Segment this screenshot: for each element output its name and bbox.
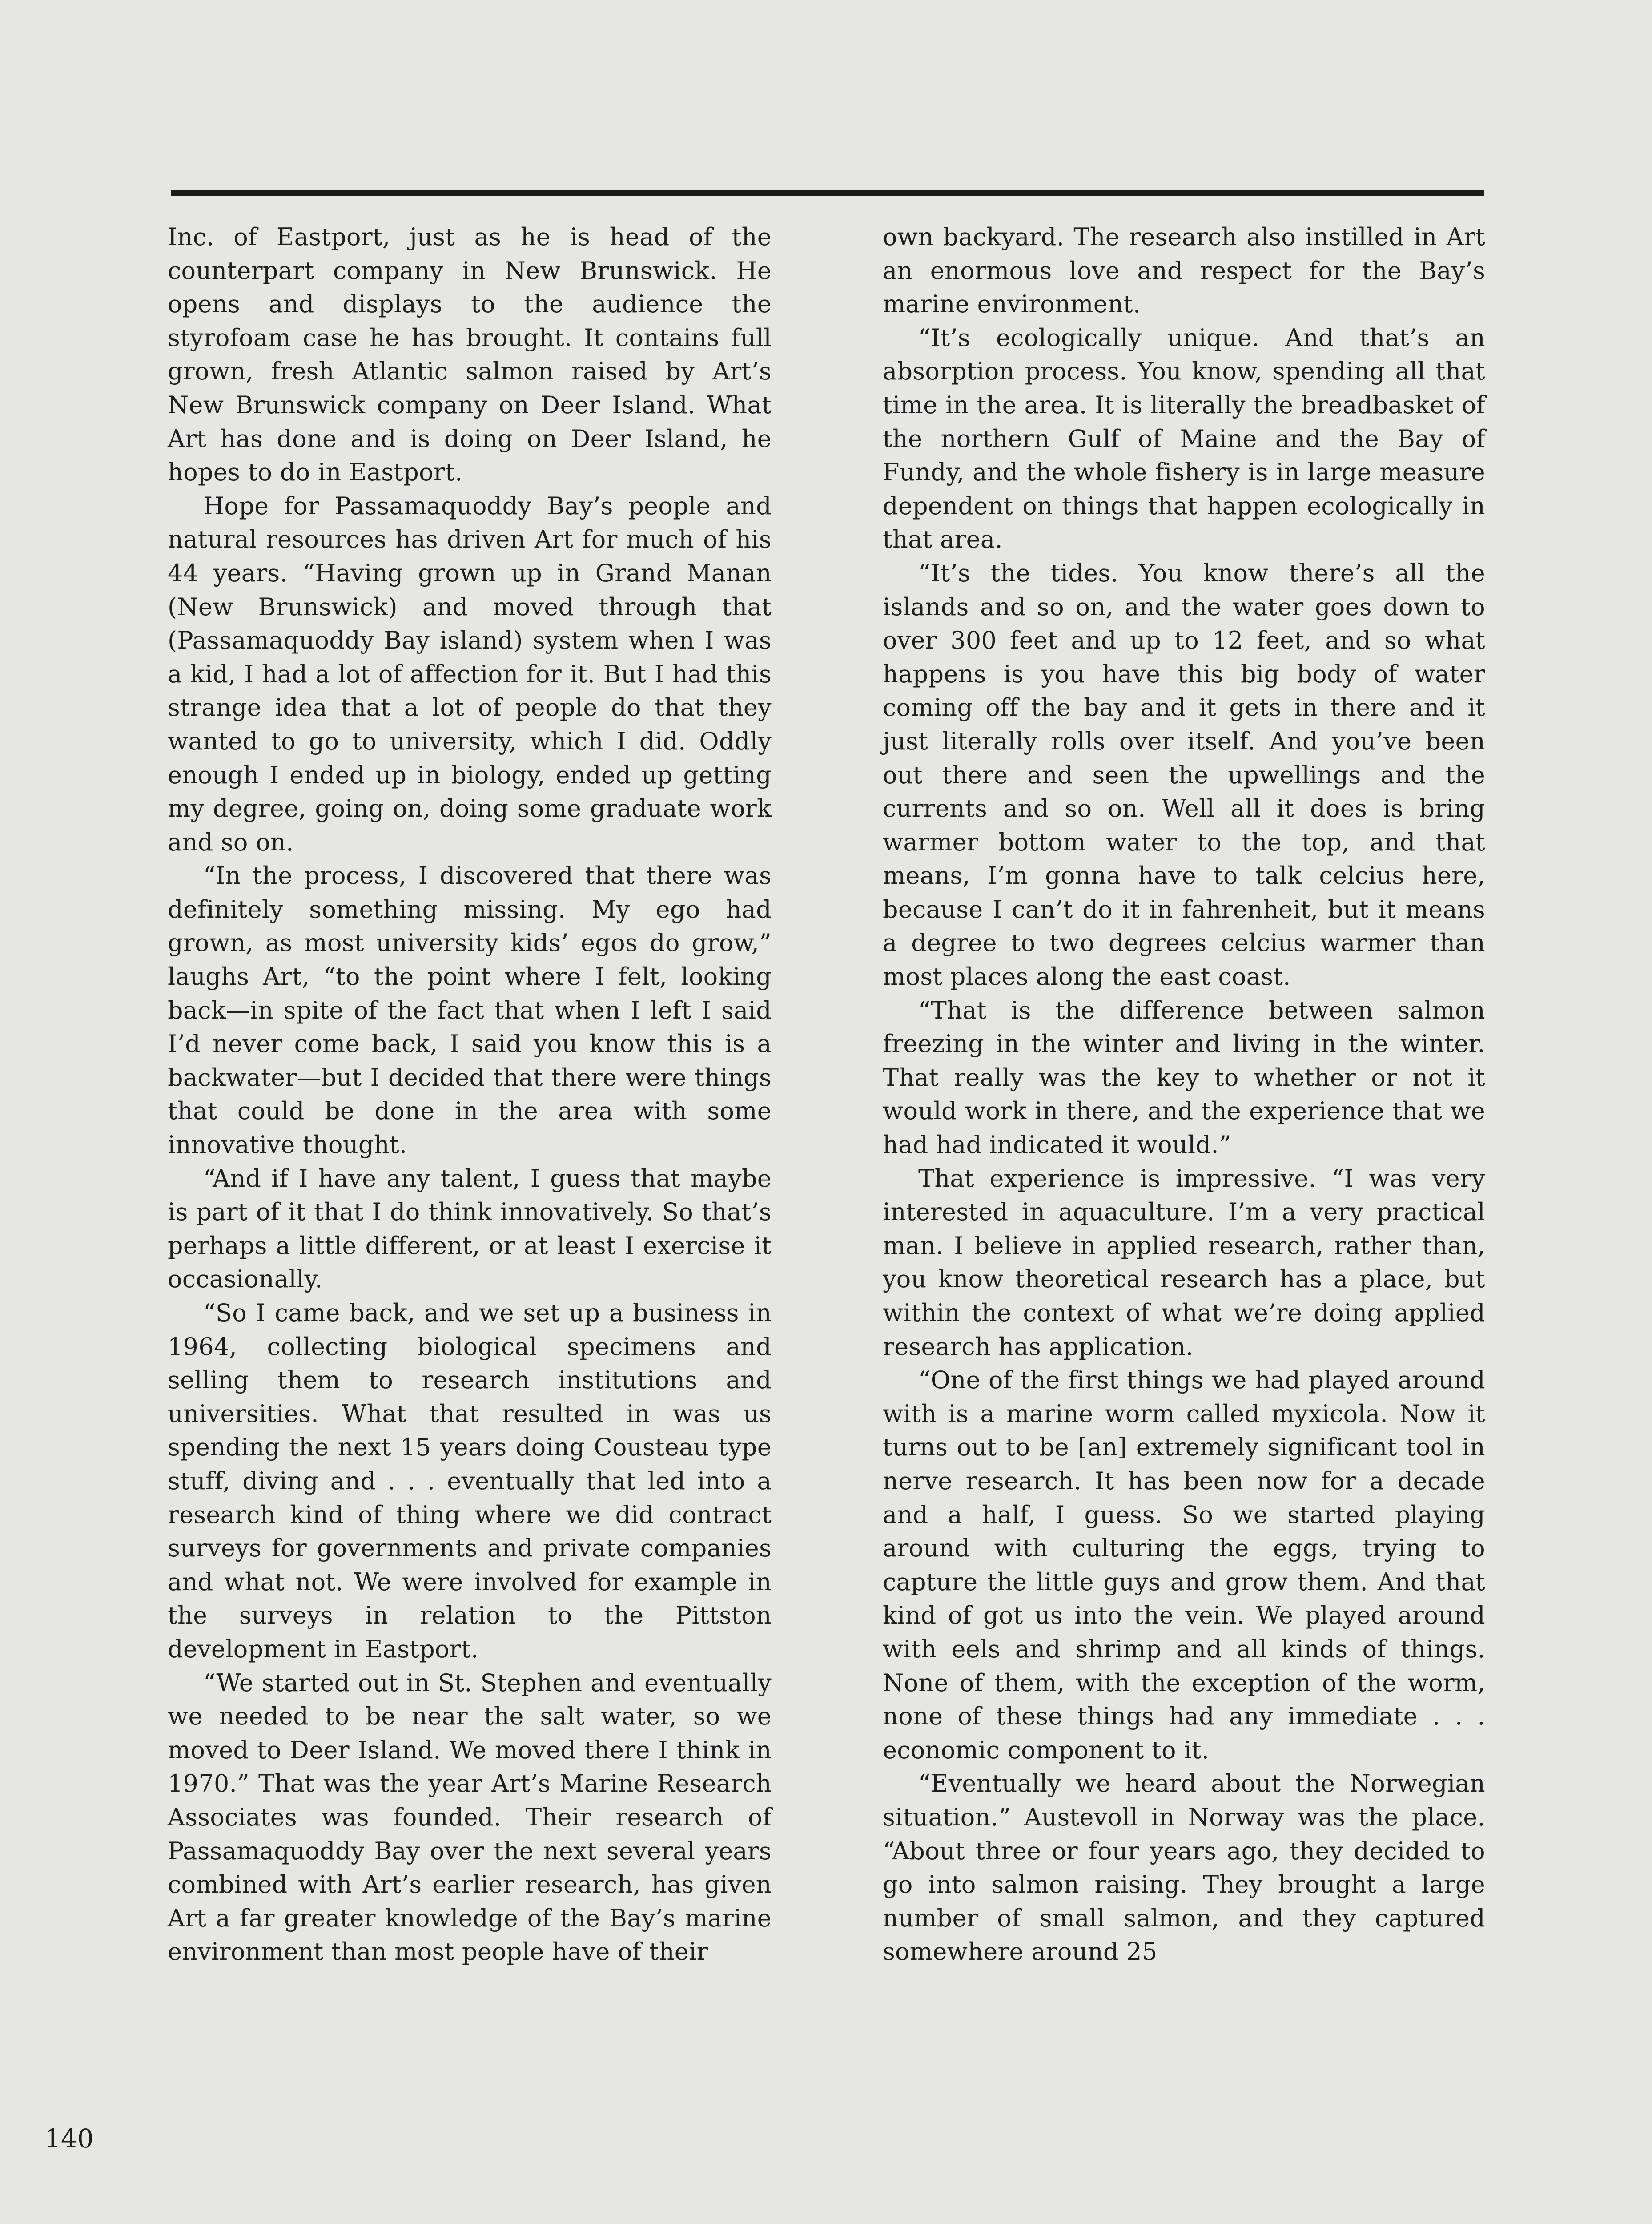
- paragraph: Inc. of Eastport, just as he is head of the counterpart company in New Brunswick. He opens and displays to the audience the styrofoam case he has brought. It contains full grown, fresh Atlantic salmon raised by Art’s New Brunswick company on Deer Island. What Art has done and is doing on Deer Island, he hopes to do in Eastport.: [168, 223, 772, 487]
- paragraph: “We started out in St. Stephen and eventually we needed to be near the salt water, so we moved to Deer Island. We moved there I think in 1970.” That was the year Art’s Marine Research Associates was founded. Their research of Passamaquoddy Bay over the next several years combined with Art’s earlier research, has given Art a far greater knowledge of the Bay’s marine environment than most people have of their: [168, 1668, 772, 1966]
- page-number: 140: [44, 2123, 94, 2154]
- paragraph: “So I came back, and we set up a business in 1964, collecting biological specimens and selling them to research institutions and universities. What that resulted in was us spending the next 15 years doing Cousteau type stuff, diving and . . . eventually that led into a research kind of thing where we did contract surveys for governments and private companies and what not. We were involved for example in the surveys in relation to the Pittston development in Eastport.: [168, 1299, 772, 1663]
- paragraph: “It’s the tides. You know there’s all the islands and so on, and the water goes down to over 300 feet and up to 12 feet, and so what happens is you have this big body of water coming off the bay and it gets in there and it just literally rolls over itself. And you’ve been out there and seen the upwellings and the currents and so on. Well all it does is bring warmer bottom water to the top, and that means, I’m gonna have to talk celcius here, because I can’t do it in fahrenheit, but it means a degree to two degrees celcius warmer than most places along the east coast.: [883, 559, 1485, 991]
- paragraph: “In the process, I discovered that there was definitely something missing. My ego had grown, as most university kids’ egos do grow,” laughs Art, “to the point where I felt, looking back—in spite of the fact that when I left I said I’d never come back, I said you know this is a backwater—but I decided that there were things that could be done in the area with some innovative thought.: [168, 862, 772, 1159]
- paragraph: “One of the first things we had played around with is a marine worm called myxicola. Now it turns out to be [an] extremely significant tool in nerve research. It has been now for a decade and a half, I guess. So we started playing around with culturing the eggs, trying to capture the little guys and grow them. And that kind of got us into the vein. We played around with eels and shrimp and all kinds of things. None of them, with the exception of the worm, none of these things had any immediate . . . economic component to it.: [883, 1366, 1485, 1764]
- paragraph: “Eventually we heard about the Norwegian situation.” Austevoll in Norway was the place. “About three or four years ago, they decided to go into salmon raising. They brought a large number of small salmon, and they captured somewhere around 25: [883, 1769, 1485, 1966]
- paragraph: “It’s ecologically unique. And that’s an absorption process. You know, spending all that time in the area. It is literally the breadbasket of the northern Gulf of Maine and the Bay of Fundy, and the whole fishery is in large measure dependent on things that happen ecologically in that area.: [883, 323, 1485, 554]
- paragraph: “And if I have any talent, I guess that maybe is part of it that I do think innovatively. So that’s perhaps a little different, or at least I exercise it occasionally.: [168, 1164, 772, 1293]
- left-column: [168, 220, 772, 1969]
- paragraph: Hope for Passamaquoddy Bay’s people and natural resources has driven Art for much of his 44 years. “Having grown up in Grand Manan (New Brunswick) and moved through that (Passamaquoddy Bay island) system when I was a kid, I had a lot of affection for it. But I had this strange idea that a lot of people do that they wanted to go to university, which I did. Oddly enough I ended up in biology, ended up getting my degree, going on, doing some graduate work and so on.: [168, 492, 772, 856]
- paragraph: own backyard. The research also instilled in Art an enormous love and respect for the Bay’s marine environment.: [883, 223, 1485, 318]
- right-column: [883, 220, 1485, 1969]
- paragraph: That experience is impressive. “I was very interested in aquaculture. I’m a very practical man. I believe in applied research, rather than, you know theoretical research has a place, but within the context of what we’re doing applied research has application.: [883, 1164, 1485, 1361]
- top-rule: [171, 190, 1484, 196]
- paragraph: “That is the difference between salmon freezing in the winter and living in the winter. That really was the key to whether or not it would work in there, and the experience that we had had indicated it would.”: [883, 996, 1485, 1159]
